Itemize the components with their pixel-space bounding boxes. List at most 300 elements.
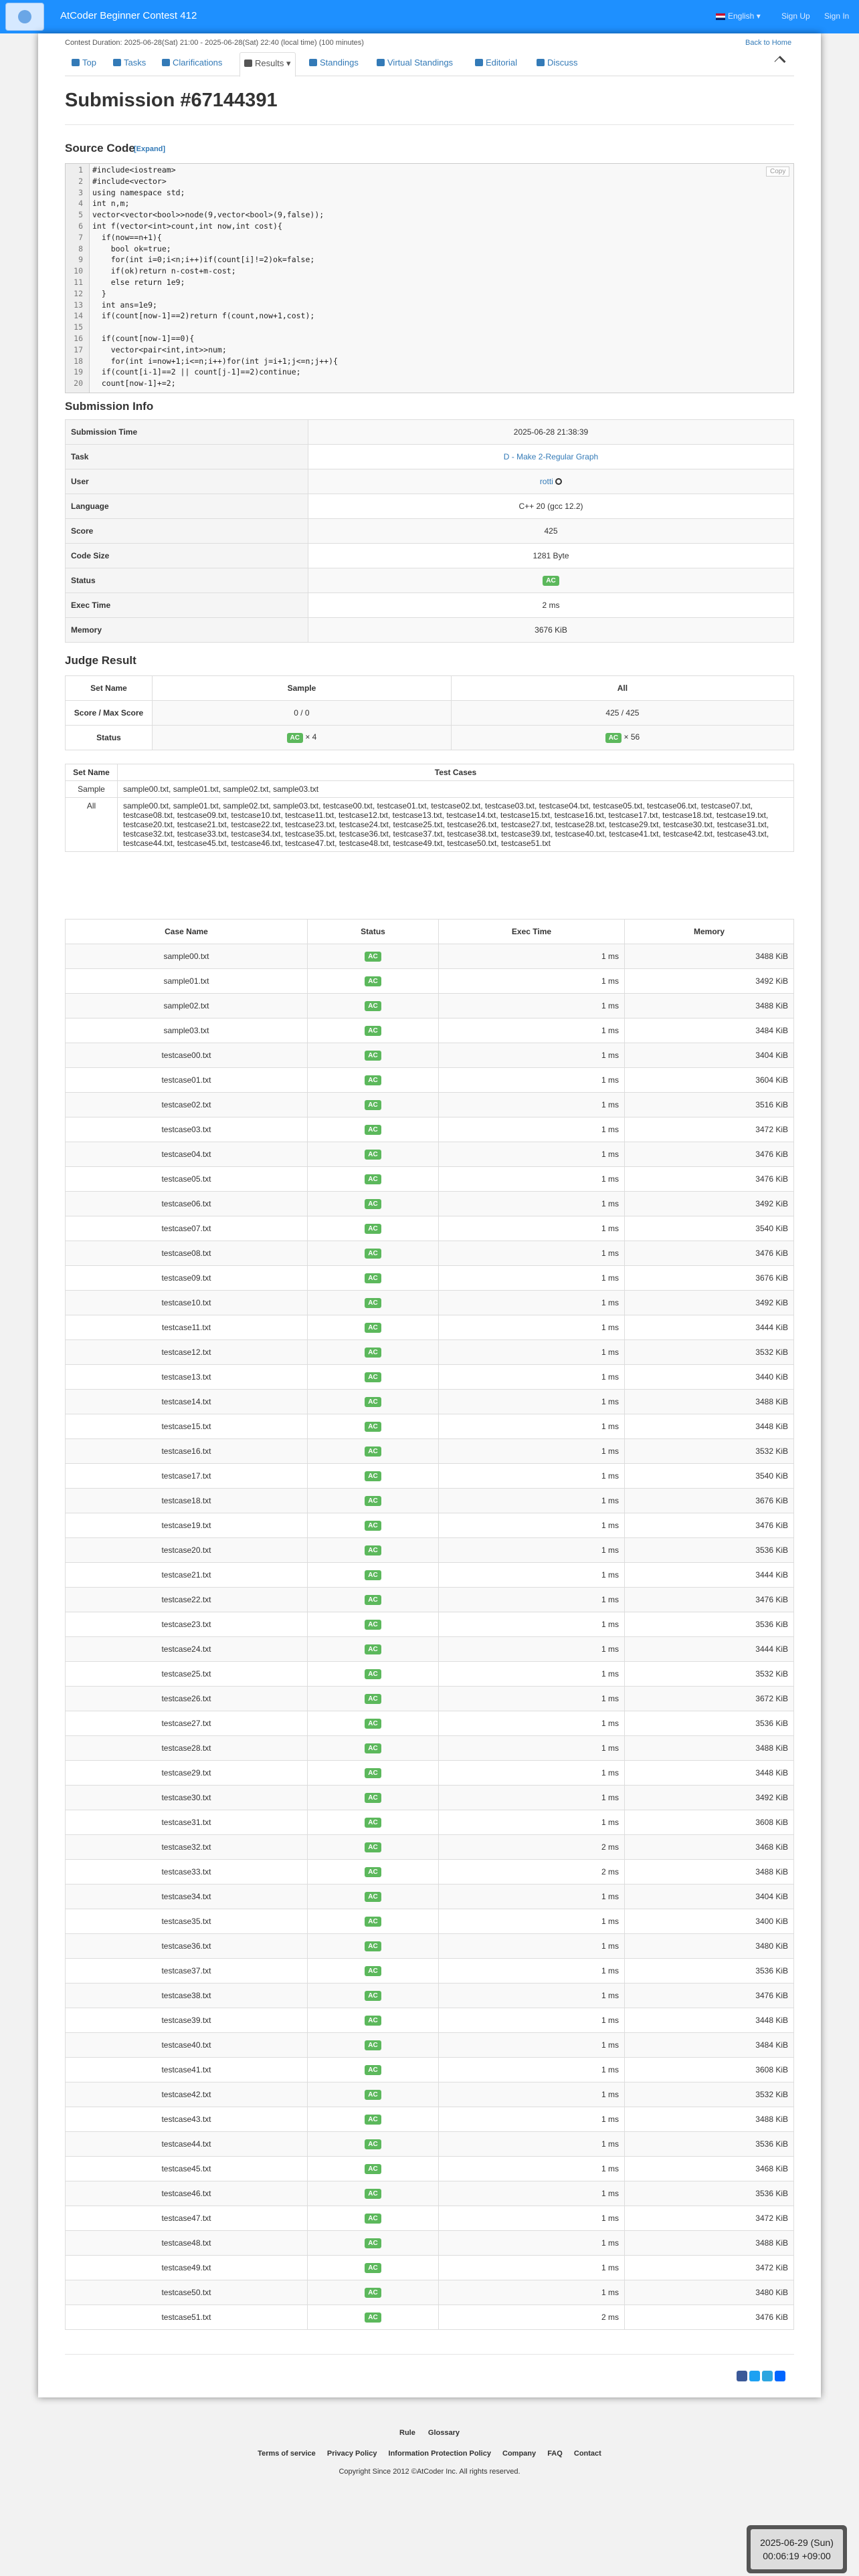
- set-cases: sample00.txt, sample01.txt, sample02.txt, sample03.txt: [118, 781, 794, 798]
- case-memory: 3400 KiB: [625, 1909, 794, 1934]
- tab-editorial[interactable]: Editorial: [475, 58, 517, 68]
- table-row: [66, 1439, 794, 1464]
- case-exec-time: 1 ms: [439, 1934, 625, 1959]
- case-memory: 3476 KiB: [625, 2305, 794, 2330]
- case-exec-time: 1 ms: [439, 1315, 625, 1340]
- case-name: testcase34.txt: [66, 1885, 308, 1909]
- table-row: [66, 2305, 794, 2330]
- case-memory: 3476 KiB: [625, 1983, 794, 2008]
- status-badge: AC: [365, 1595, 381, 1605]
- case-name: testcase36.txt: [66, 1934, 308, 1959]
- table-row: [66, 1068, 794, 1093]
- case-status-cell: [308, 1414, 439, 1439]
- case-status-cell: [308, 1489, 439, 1513]
- line-number: 2: [78, 176, 83, 186]
- case-exec-time: 1 ms: [439, 2256, 625, 2280]
- case-name: testcase33.txt: [66, 1860, 308, 1885]
- sample-ac-count: × 4: [305, 732, 317, 742]
- footer-link-faq[interactable]: FAQ: [547, 2450, 563, 2458]
- source-code-block[interactable]: [65, 163, 794, 393]
- table-row: [66, 1315, 794, 1340]
- case-memory: 3488 KiB: [625, 2107, 794, 2132]
- case-memory: 3676 KiB: [625, 1266, 794, 1291]
- table-row: [66, 1390, 794, 1414]
- language-label: English: [728, 11, 755, 21]
- case-status-cell: [308, 1662, 439, 1687]
- info-label: Submission Time: [66, 420, 308, 445]
- status-badge: AC: [365, 1075, 381, 1085]
- case-memory: 3488 KiB: [625, 1860, 794, 1885]
- case-exec-time: 1 ms: [439, 2107, 625, 2132]
- status-badge: AC: [365, 2214, 381, 2224]
- case-name: sample00.txt: [66, 944, 308, 969]
- case-exec-time: 1 ms: [439, 969, 625, 994]
- case-status-cell: [308, 1538, 439, 1563]
- footer-link-contact[interactable]: Contact: [573, 2450, 601, 2458]
- case-memory: 3532 KiB: [625, 1662, 794, 1687]
- case-name: testcase25.txt: [66, 1662, 308, 1687]
- info-row-submission-time: [66, 420, 794, 445]
- judge-header: All: [451, 676, 793, 701]
- case-exec-time: 1 ms: [439, 1414, 625, 1439]
- case-memory: 3536 KiB: [625, 1711, 794, 1736]
- top-navbar: [0, 0, 859, 33]
- case-name: testcase30.txt: [66, 1786, 308, 1810]
- info-row-user: [66, 469, 794, 494]
- case-name: sample01.txt: [66, 969, 308, 994]
- code-line: [66, 165, 176, 175]
- case-exec-time: 1 ms: [439, 2181, 625, 2206]
- case-exec-time: 1 ms: [439, 2058, 625, 2082]
- table-row: [66, 1464, 794, 1489]
- tab-virtual-standings[interactable]: Virtual Standings: [377, 58, 453, 68]
- sign-in-link[interactable]: Sign In: [824, 11, 850, 21]
- list-alt-icon: [244, 60, 252, 67]
- table-row: [66, 1018, 794, 1043]
- case-name: testcase02.txt: [66, 1093, 308, 1117]
- table-row: [66, 1736, 794, 1761]
- tab-clarifications[interactable]: Clarifications: [162, 58, 222, 68]
- table-row: [66, 1043, 794, 1068]
- user-link[interactable]: rotti: [539, 477, 553, 486]
- code-text: vector<vector<bool>>node(9,vector<bool>(9,false));: [92, 210, 324, 220]
- tab-top[interactable]: Top: [72, 58, 96, 68]
- case-name: testcase16.txt: [66, 1439, 308, 1464]
- tab-discuss[interactable]: Discuss: [537, 58, 578, 68]
- status-badge: AC: [365, 2263, 381, 2273]
- case-name: sample03.txt: [66, 1018, 308, 1043]
- code-line: [66, 288, 106, 299]
- case-status-cell: [308, 2231, 439, 2256]
- task-link[interactable]: D - Make 2-Regular Graph: [503, 452, 599, 461]
- test-sets-header: Test Cases: [118, 764, 794, 781]
- case-name: testcase14.txt: [66, 1390, 308, 1414]
- case-exec-time: 1 ms: [439, 2280, 625, 2305]
- table-row: [66, 1786, 794, 1810]
- case-status-cell: [308, 2058, 439, 2082]
- case-status-cell: [308, 2206, 439, 2231]
- status-badge: AC: [365, 2189, 381, 2199]
- case-name: testcase18.txt: [66, 1489, 308, 1513]
- case-name: testcase45.txt: [66, 2157, 308, 2181]
- case-memory: 3608 KiB: [625, 1810, 794, 1835]
- status-badge: AC: [365, 1818, 381, 1828]
- table-row: [66, 1538, 794, 1563]
- code-text: for(int i=0;i<n;i++)if(count[i]!=2)ok=false;: [92, 255, 315, 265]
- case-exec-time: 1 ms: [439, 2157, 625, 2181]
- case-status-cell: [308, 1563, 439, 1588]
- case-status-cell: [308, 1983, 439, 2008]
- code-line: [66, 176, 167, 187]
- case-exec-time: 1 ms: [439, 1736, 625, 1761]
- case-status-cell: [308, 1018, 439, 1043]
- status-badge: AC: [365, 976, 381, 986]
- footer-link-rule[interactable]: Rule: [399, 2429, 415, 2437]
- footer-link-terms[interactable]: Terms of service: [258, 2450, 316, 2458]
- case-exec-time: 1 ms: [439, 1390, 625, 1414]
- code-text: int f(vector<int>count,int now,int cost){: [92, 221, 282, 231]
- atcoder-logo[interactable]: [5, 3, 44, 31]
- line-number: 20: [74, 379, 83, 389]
- case-name: testcase43.txt: [66, 2107, 308, 2132]
- status-badge: AC: [365, 1966, 381, 1976]
- case-status-cell: [308, 1093, 439, 1117]
- info-label: User: [66, 469, 308, 494]
- table-row: [66, 1117, 794, 1142]
- results-header: Memory: [625, 920, 794, 944]
- case-exec-time: 2 ms: [439, 1835, 625, 1860]
- case-exec-time: 1 ms: [439, 2206, 625, 2231]
- back-to-home-link[interactable]: Back to Home: [745, 39, 792, 47]
- tab-tasks[interactable]: Tasks: [113, 58, 146, 68]
- status-badge: AC: [365, 1273, 381, 1283]
- case-exec-time: 1 ms: [439, 2033, 625, 2058]
- submission-info-table: [65, 419, 794, 643]
- info-row-language: [66, 494, 794, 519]
- code-line: [66, 311, 315, 321]
- case-status-cell: [308, 1365, 439, 1390]
- info-label: Memory: [66, 618, 308, 643]
- code-line: [66, 379, 176, 389]
- case-name: testcase08.txt: [66, 1241, 308, 1266]
- table-row: [66, 1414, 794, 1439]
- server-clock[interactable]: [747, 2525, 847, 2573]
- case-exec-time: 1 ms: [439, 1959, 625, 1983]
- line-number: 5: [78, 210, 83, 220]
- judge-header: Set Name: [66, 676, 153, 701]
- status-badge: AC: [365, 2090, 381, 2100]
- case-status-cell: [308, 944, 439, 969]
- table-row: [66, 1142, 794, 1167]
- case-status-cell: [308, 1885, 439, 1909]
- case-exec-time: 1 ms: [439, 1340, 625, 1365]
- code-size-value: 1281 Byte: [308, 544, 794, 568]
- comment-icon: [537, 59, 545, 66]
- table-row: [66, 1167, 794, 1192]
- table-row: [66, 2280, 794, 2305]
- line-number: 18: [74, 356, 83, 366]
- source-code-heading: Source Code: [65, 142, 135, 154]
- case-status-cell: [308, 1464, 439, 1489]
- code-text: #include<vector>: [92, 176, 167, 186]
- case-exec-time: 1 ms: [439, 1266, 625, 1291]
- table-row: [66, 1216, 794, 1241]
- results-header: Status: [308, 920, 439, 944]
- footer-link-company[interactable]: Company: [502, 2450, 537, 2458]
- case-status-cell: [308, 1117, 439, 1142]
- telegram-icon[interactable]: [762, 2371, 773, 2381]
- table-row: [66, 1093, 794, 1117]
- table-row: [66, 1612, 794, 1637]
- case-name: testcase07.txt: [66, 1216, 308, 1241]
- table-row: [66, 2181, 794, 2206]
- info-label: Task: [66, 445, 308, 469]
- table-row: [66, 1192, 794, 1216]
- tab-results[interactable]: Results ▾: [240, 52, 296, 77]
- case-exec-time: 1 ms: [439, 2132, 625, 2157]
- case-status-cell: [308, 1291, 439, 1315]
- case-name: testcase23.txt: [66, 1612, 308, 1637]
- case-status-cell: [308, 1786, 439, 1810]
- case-status-cell: [308, 1043, 439, 1068]
- code-line: [66, 367, 301, 377]
- case-status-cell: [308, 1860, 439, 1885]
- case-exec-time: 1 ms: [439, 1538, 625, 1563]
- case-status-cell: [308, 1637, 439, 1662]
- case-status-cell: [308, 1909, 439, 1934]
- status-badge: AC: [365, 1917, 381, 1927]
- case-name: testcase04.txt: [66, 1142, 308, 1167]
- case-exec-time: 1 ms: [439, 994, 625, 1018]
- case-name: testcase41.txt: [66, 2058, 308, 2082]
- status-badge: AC: [365, 2313, 381, 2323]
- case-status-cell: [308, 1736, 439, 1761]
- case-name: testcase32.txt: [66, 1835, 308, 1860]
- status-badge: AC: [365, 1669, 381, 1679]
- case-memory: 3604 KiB: [625, 1068, 794, 1093]
- code-text: count[now-1]+=2;: [92, 379, 176, 389]
- case-memory: 3492 KiB: [625, 969, 794, 994]
- question-icon: [162, 59, 170, 66]
- contest-nav-tabs: [65, 52, 794, 76]
- case-memory: 3676 KiB: [625, 1489, 794, 1513]
- table-row: [66, 944, 794, 969]
- line-number: 10: [74, 266, 83, 276]
- code-line: [66, 334, 195, 344]
- sample-score: 0 / 0: [153, 701, 452, 726]
- case-memory: 3468 KiB: [625, 1835, 794, 1860]
- case-status-cell: [308, 1687, 439, 1711]
- status-badge: AC: [365, 2040, 381, 2050]
- code-line: [66, 356, 338, 366]
- status-badge: AC: [365, 1694, 381, 1704]
- case-name: testcase35.txt: [66, 1909, 308, 1934]
- case-exec-time: 1 ms: [439, 1612, 625, 1637]
- case-memory: 3404 KiB: [625, 1043, 794, 1068]
- case-exec-time: 1 ms: [439, 1167, 625, 1192]
- facebook-icon[interactable]: [737, 2371, 747, 2381]
- table-row: [66, 1934, 794, 1959]
- code-line: [66, 344, 227, 355]
- footer-link-privacy[interactable]: Privacy Policy: [326, 2450, 377, 2458]
- case-memory: 3444 KiB: [625, 1315, 794, 1340]
- case-name: testcase19.txt: [66, 1513, 308, 1538]
- contest-name-link[interactable]: AtCoder Beginner Contest 412: [60, 10, 197, 21]
- code-line: [66, 278, 185, 288]
- case-memory: 3532 KiB: [625, 2082, 794, 2107]
- case-name: testcase15.txt: [66, 1414, 308, 1439]
- submission-time-value: 2025-06-28 21:38:39: [308, 420, 794, 445]
- status-badge: AC: [365, 2115, 381, 2125]
- table-row: [66, 2033, 794, 2058]
- case-memory: 3536 KiB: [625, 2132, 794, 2157]
- case-exec-time: 1 ms: [439, 1018, 625, 1043]
- case-results-table: [65, 919, 794, 2330]
- table-row: [66, 1810, 794, 1835]
- case-name: testcase46.txt: [66, 2181, 308, 2206]
- case-memory: 3480 KiB: [625, 2280, 794, 2305]
- submission-info-heading: Submission Info: [65, 400, 154, 413]
- case-exec-time: 1 ms: [439, 1687, 625, 1711]
- case-memory: 3536 KiB: [625, 1538, 794, 1563]
- results-header: Case Name: [66, 920, 308, 944]
- code-text: for(int i=now+1;i<=n;i++)for(int j=i+1;j<=n;j++){: [92, 356, 338, 366]
- case-memory: 3472 KiB: [625, 2206, 794, 2231]
- case-name: testcase31.txt: [66, 1810, 308, 1835]
- status-badge: AC: [365, 2139, 381, 2149]
- case-status-cell: [308, 2305, 439, 2330]
- exec-time-value: 2 ms: [308, 593, 794, 618]
- status-badge: AC: [365, 2016, 381, 2026]
- case-exec-time: 1 ms: [439, 1142, 625, 1167]
- case-name: testcase38.txt: [66, 1983, 308, 2008]
- case-status-cell: [308, 969, 439, 994]
- case-name: testcase09.txt: [66, 1266, 308, 1291]
- share-plus-icon[interactable]: [775, 2371, 785, 2381]
- language-value: C++ 20 (gcc 12.2): [308, 494, 794, 519]
- case-memory: 3480 KiB: [625, 1934, 794, 1959]
- table-row: [66, 2132, 794, 2157]
- footer-link-glossary[interactable]: Glossary: [427, 2429, 460, 2437]
- info-label: Exec Time: [66, 593, 308, 618]
- case-exec-time: 1 ms: [439, 1885, 625, 1909]
- info-row-task: [66, 445, 794, 469]
- case-status-cell: [308, 2008, 439, 2033]
- case-name: testcase21.txt: [66, 1563, 308, 1588]
- footer-link-information-protection[interactable]: Information Protection Policy: [388, 2450, 491, 2458]
- table-row: [66, 1266, 794, 1291]
- case-status-cell: [308, 2033, 439, 2058]
- status-badge: AC: [365, 1471, 381, 1481]
- line-number: 14: [74, 311, 83, 321]
- contest-duration: Contest Duration: 2025-06-28(Sat) 21:00 - 2025-06-28(Sat) 22:40 (local time) (100 minutes): [65, 39, 364, 47]
- code-text: if(count[now-1]==2)return f(count,now+1,cost);: [92, 311, 315, 321]
- code-line: [66, 322, 83, 332]
- set-name: Sample: [66, 781, 118, 798]
- line-number: 3: [78, 187, 83, 197]
- case-name: testcase28.txt: [66, 1736, 308, 1761]
- case-exec-time: 1 ms: [439, 1761, 625, 1786]
- expand-code-link[interactable]: [Expand]: [134, 145, 166, 153]
- judge-result-table: [65, 675, 794, 750]
- code-line: [66, 243, 171, 254]
- case-name: testcase20.txt: [66, 1538, 308, 1563]
- case-memory: 3476 KiB: [625, 1513, 794, 1538]
- case-status-cell: [308, 1142, 439, 1167]
- case-exec-time: 2 ms: [439, 1860, 625, 1885]
- tab-standings[interactable]: Standings: [309, 58, 359, 68]
- code-text: int n,m;: [92, 199, 130, 209]
- copy-button[interactable]: Copy: [766, 167, 789, 177]
- code-text: }: [92, 288, 106, 298]
- status-badge: AC: [365, 2238, 381, 2248]
- status-badge: AC: [365, 1719, 381, 1729]
- search-icon[interactable]: [555, 478, 562, 485]
- sort-icon: [377, 59, 385, 66]
- line-number: 4: [78, 199, 83, 209]
- case-memory: 3536 KiB: [625, 2181, 794, 2206]
- sign-up-link[interactable]: Sign Up: [781, 11, 810, 21]
- table-row: [66, 1687, 794, 1711]
- case-exec-time: 1 ms: [439, 1711, 625, 1736]
- case-exec-time: 1 ms: [439, 1662, 625, 1687]
- case-memory: 3492 KiB: [625, 1192, 794, 1216]
- status-badge: AC: [365, 1348, 381, 1358]
- table-row: [66, 1365, 794, 1390]
- table-row: [66, 1340, 794, 1365]
- case-name: testcase50.txt: [66, 2280, 308, 2305]
- status-badge: AC: [543, 576, 559, 586]
- case-status-cell: [308, 1810, 439, 1835]
- judge-header: Sample: [153, 676, 452, 701]
- status-badge: AC: [365, 1570, 381, 1580]
- code-text: if(count[i-1]==2 || count[j-1]==2)continue;: [92, 367, 301, 377]
- status-badge: AC: [365, 1372, 381, 1382]
- status-badge: AC: [365, 1125, 381, 1135]
- case-exec-time: 1 ms: [439, 1909, 625, 1934]
- status-badge: AC: [365, 1768, 381, 1778]
- language-dropdown[interactable]: English ▾: [716, 11, 761, 21]
- case-memory: 3484 KiB: [625, 2033, 794, 2058]
- table-row: [66, 1761, 794, 1786]
- case-name: testcase05.txt: [66, 1167, 308, 1192]
- twitter-icon[interactable]: [749, 2371, 760, 2381]
- sort-icon: [309, 59, 317, 66]
- code-line: [66, 300, 157, 310]
- code-text: int ans=1e9;: [92, 300, 157, 310]
- table-row: [66, 2008, 794, 2033]
- table-row: [66, 1662, 794, 1687]
- info-label: Code Size: [66, 544, 308, 568]
- case-name: testcase40.txt: [66, 2033, 308, 2058]
- case-status-cell: [308, 1761, 439, 1786]
- case-exec-time: 1 ms: [439, 1810, 625, 1835]
- status-badge: AC: [365, 1001, 381, 1011]
- case-memory: 3468 KiB: [625, 2157, 794, 2181]
- status-badge: AC: [365, 2065, 381, 2075]
- case-status-cell: [308, 2082, 439, 2107]
- case-memory: 3488 KiB: [625, 994, 794, 1018]
- case-exec-time: 1 ms: [439, 1291, 625, 1315]
- table-row: [66, 2231, 794, 2256]
- status-badge: AC: [365, 1991, 381, 2001]
- case-name: testcase03.txt: [66, 1117, 308, 1142]
- table-row: [66, 1637, 794, 1662]
- test-sets-header: Set Name: [66, 764, 118, 781]
- table-row: [66, 994, 794, 1018]
- case-exec-time: 1 ms: [439, 1216, 625, 1241]
- status-badge: AC: [365, 1323, 381, 1333]
